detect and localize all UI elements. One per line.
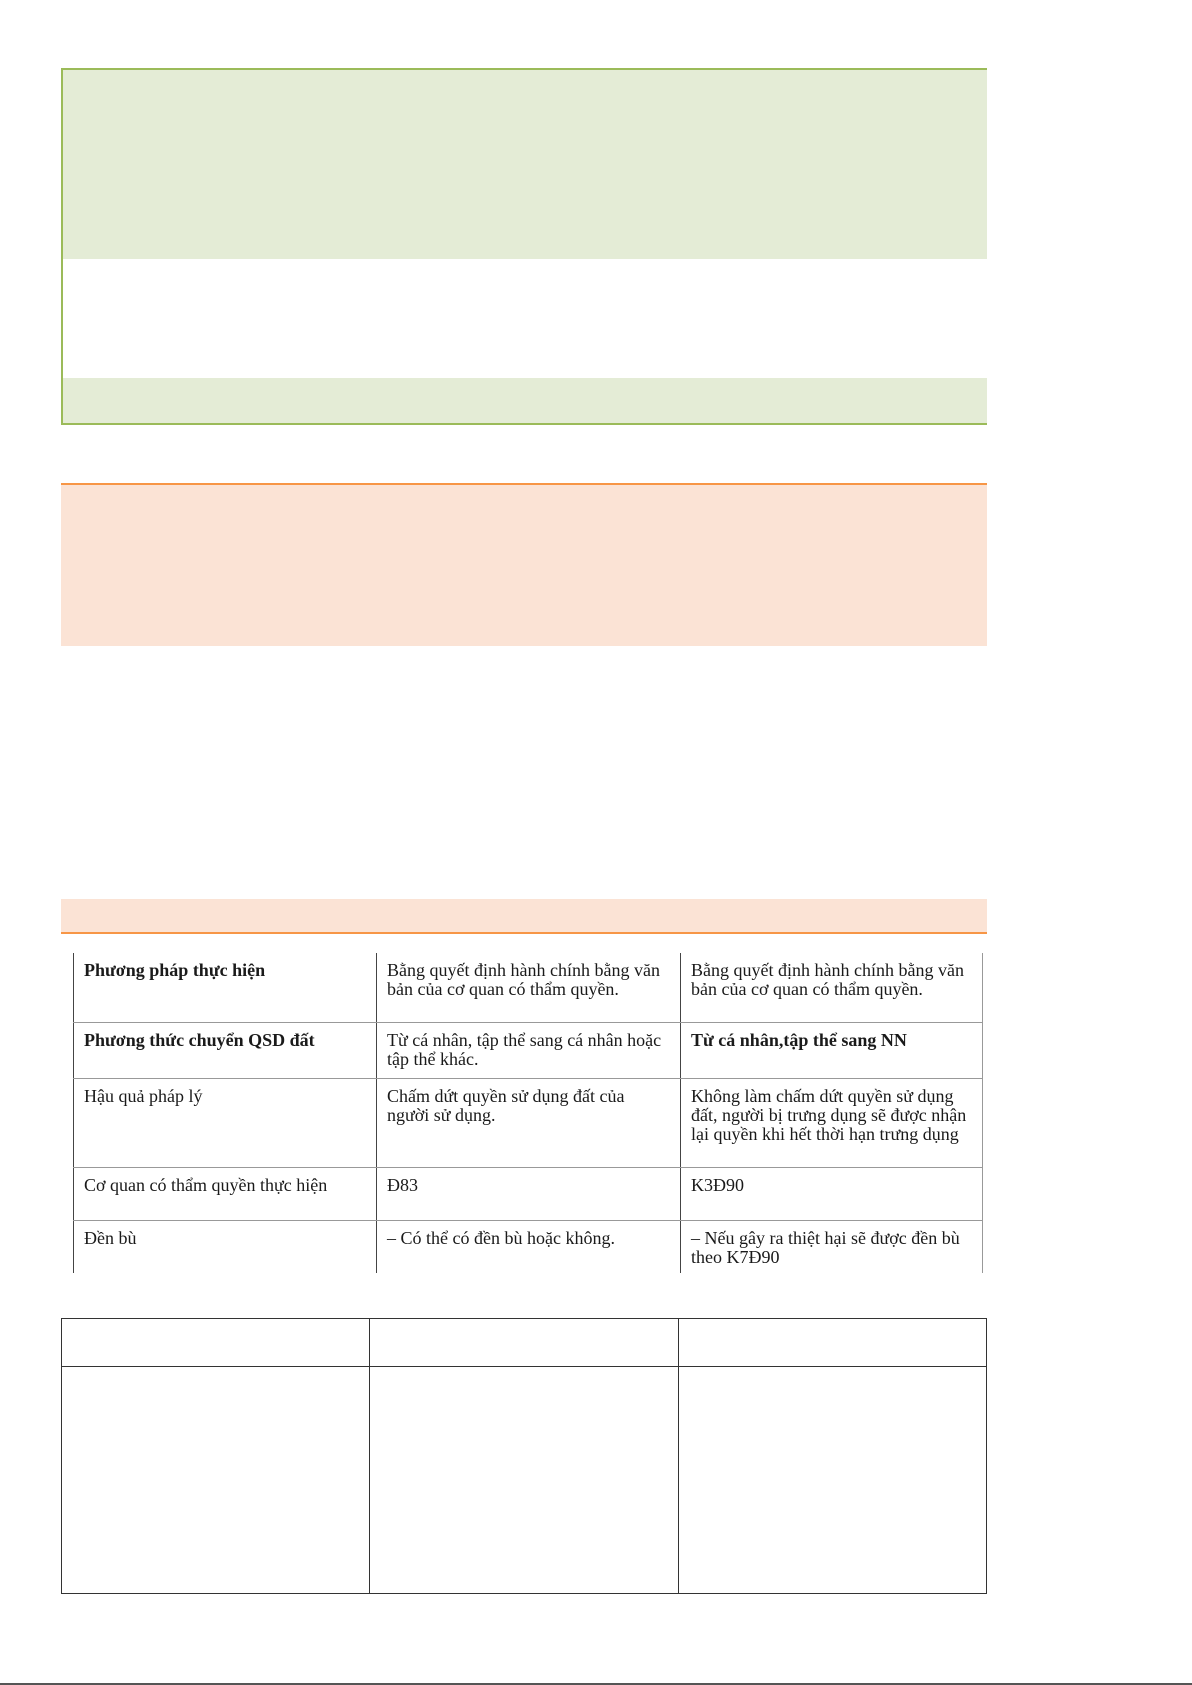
row-label: Cơ quan có thẩm quyền thực hiện	[74, 1167, 377, 1220]
row-label: Phương pháp thực hiện	[74, 953, 377, 1022]
row-cell-col3: K3Đ90	[681, 1167, 983, 1220]
green-cell-r3c2	[372, 378, 683, 423]
green-cell-r3c3	[681, 378, 987, 423]
orange-shaded-block	[61, 483, 987, 646]
table-row	[74, 1220, 983, 1273]
row-label: Đền bù	[74, 1220, 377, 1273]
green-cell-r1c3	[681, 70, 987, 261]
row-cell-col2: Chấm dứt quyền sử dụng đất của người sử dụng.	[377, 1078, 681, 1167]
comparison-table	[73, 953, 983, 1273]
green-cell-r3c1	[63, 378, 374, 423]
row-cell-col2: Bằng quyết định hành chính bằng văn bản của cơ quan có thẩm quyền.	[377, 953, 681, 1022]
row-cell-col2: Đ83	[377, 1167, 681, 1220]
row-cell-col2: – Có thể có đền bù hoặc không.	[377, 1220, 681, 1273]
table-divider	[369, 1319, 370, 1593]
orange-header-bar	[61, 899, 987, 934]
row-cell-col3: Từ cá nhân,tập thể sang NN	[681, 1022, 983, 1078]
table-divider	[678, 1319, 679, 1593]
row-cell-col2: Từ cá nhân, tập thể sang cá nhân hoặc tập thể khác.	[377, 1022, 681, 1078]
row-cell-col3: Không làm chấm dứt quyền sử dụng đất, người bị trưng dụng sẽ được nhận lại quyền khi hết thời hạn trưng dụng	[681, 1078, 983, 1167]
green-cell-r2c2	[372, 259, 683, 380]
green-cell-r1c2	[372, 70, 683, 261]
green-cell-r2c3	[681, 259, 987, 380]
table-divider	[62, 1366, 986, 1367]
green-table	[61, 68, 987, 425]
green-cell-r2c1	[63, 259, 374, 380]
row-cell-col3: Bằng quyết định hành chính bằng văn bản của cơ quan có thẩm quyền.	[681, 953, 983, 1022]
green-cell-r1c1	[63, 70, 374, 261]
table-row	[74, 1167, 983, 1220]
row-label: Phương thức chuyển QSD đất	[74, 1022, 377, 1078]
row-cell-col3: – Nếu gây ra thiệt hại sẽ được đền bù theo K7Đ90	[681, 1220, 983, 1273]
table-row	[74, 1022, 983, 1078]
outline-table	[61, 1318, 987, 1594]
table-row	[74, 953, 983, 1022]
table-row	[74, 1078, 983, 1167]
row-label: Hậu quả pháp lý	[74, 1078, 377, 1167]
